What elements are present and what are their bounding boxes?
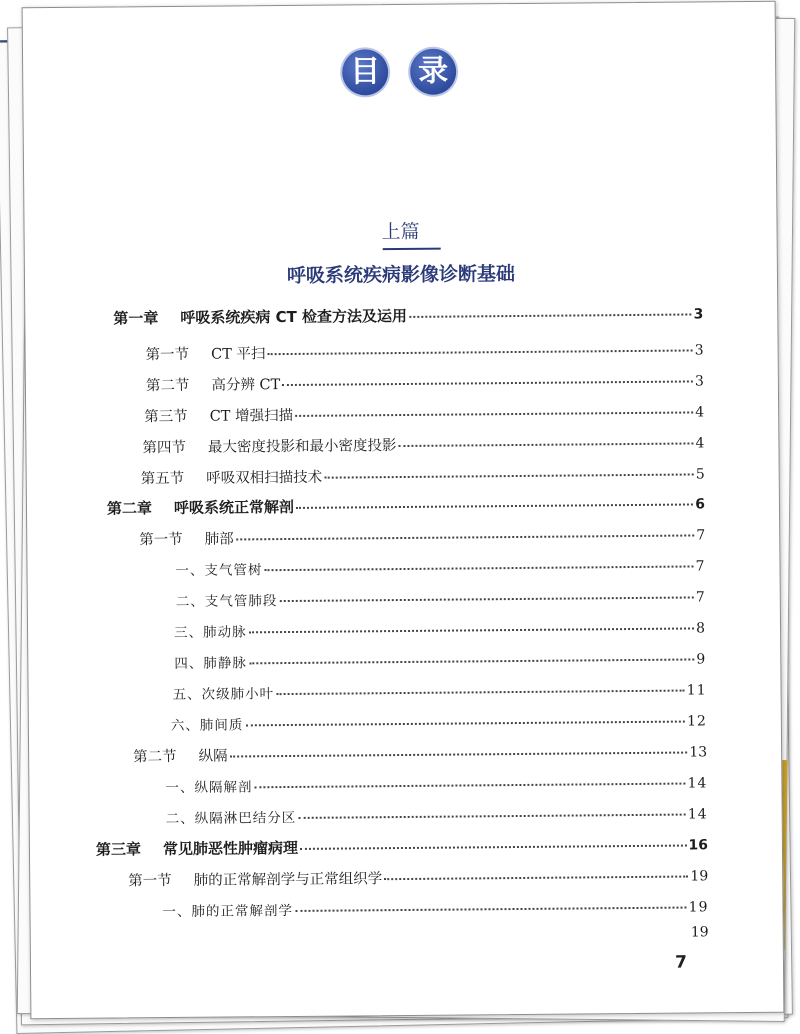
leader-dots	[324, 473, 694, 478]
toc-entry-number: 第三章	[95, 840, 142, 859]
toc-entry-title: 二、纵隔淋巴结分区	[165, 809, 297, 828]
leader-dots	[254, 783, 685, 789]
toc-section[interactable]	[146, 338, 704, 364]
toc-entry-title: 最大密度投影和最小密度投影	[207, 438, 397, 456]
toc-entry-title: 呼吸双相扫描技术	[206, 469, 323, 487]
toc-section[interactable]	[128, 864, 708, 890]
toc-entry-page: 8	[696, 620, 707, 637]
toc-entry-title: 一、纵隔解剖	[165, 779, 253, 797]
leader-dots	[409, 313, 692, 317]
leader-dots	[265, 565, 694, 571]
toc-section[interactable]	[141, 462, 705, 488]
toc-section[interactable]	[146, 369, 704, 395]
toc-entry-title: CT 增强扫描	[209, 407, 294, 425]
toc-entry-page: 16	[688, 837, 709, 854]
toc-entry-number: 第二章	[106, 499, 153, 518]
toc-chapter[interactable]	[96, 833, 708, 859]
leader-dots	[296, 503, 693, 508]
leader-dots	[268, 349, 693, 355]
toc-subsection[interactable]	[173, 678, 707, 703]
toc-chapter[interactable]	[107, 492, 705, 518]
toc-entry-number: 第四节	[142, 439, 187, 457]
toc-page	[22, 1, 785, 1020]
toc-subsection[interactable]	[174, 616, 706, 641]
toc-subsection[interactable]	[176, 585, 706, 610]
toc-entry-title: 呼吸系统正常解剖	[173, 497, 295, 517]
toc-entry-title: 高分辨 CT	[211, 377, 281, 394]
heading-char-disc: 目	[342, 49, 388, 95]
toc-entry-title: 纵隔	[198, 748, 228, 765]
toc-subsection[interactable]	[165, 771, 707, 796]
toc-entry-page: 19	[688, 899, 709, 916]
toc-subsection[interactable]	[162, 895, 708, 920]
toc-entry-title: 一、肺的正常解剖学	[162, 902, 294, 921]
leader-dots	[298, 814, 686, 819]
toc-entry-page: 11	[686, 682, 707, 699]
toc-entry-page: 9	[696, 651, 707, 668]
part-title-underline	[383, 248, 441, 251]
heading-char-disc: 录	[410, 49, 456, 95]
page-number: 7	[675, 952, 688, 973]
toc-subsection[interactable]	[174, 647, 706, 672]
toc-entry-page: 3	[694, 342, 704, 359]
leader-dots	[300, 845, 686, 850]
part-subtitle: 呼吸系统疾病影像诊断基础	[286, 263, 516, 288]
toc-section[interactable]	[142, 431, 704, 457]
toc-section[interactable]	[139, 523, 705, 549]
leader-dots	[276, 690, 685, 696]
toc-entry-page: 19	[690, 924, 709, 941]
toc-entry-page: 14	[687, 775, 708, 792]
toc-entry-title: 常见肺恶性肿瘤病理	[162, 838, 299, 859]
part-title: 上篇	[381, 220, 420, 244]
toc-entry-title: 六、肺间质	[170, 717, 244, 735]
leader-dots	[384, 876, 688, 881]
toc-section[interactable]	[144, 400, 704, 426]
toc-entry-page: 7	[696, 527, 706, 544]
toc-entry-page: 7	[695, 589, 706, 606]
toc-entry-number: 第五节	[140, 470, 185, 488]
toc-entry-title: 二、支气管肺段	[175, 593, 278, 610]
toc-entry-title: CT 平扫	[211, 346, 266, 363]
toc-entry-page: 6	[695, 496, 706, 513]
toc-entry-number: 第一节	[139, 531, 183, 549]
toc-entry-page: 5	[695, 466, 705, 483]
toc-subsection[interactable]	[166, 802, 708, 827]
toc-entry-title: 肺部	[204, 531, 234, 548]
leader-dots	[295, 411, 693, 416]
toc-entry-title: 三、肺动脉	[173, 624, 247, 642]
leader-dots	[398, 442, 693, 447]
toc-entry-number: 第二节	[133, 748, 177, 766]
toc-chapter[interactable]	[113, 302, 703, 328]
toc-entry-page: 3	[694, 373, 704, 390]
leader-dots	[295, 907, 687, 912]
toc-entry-title: 呼吸系统疾病 CT 检查方法及运用	[180, 306, 408, 327]
toc-entry-number: 第一节	[128, 873, 172, 890]
toc-entry-page: 13	[689, 744, 708, 761]
toc-list	[25, 302, 777, 941]
toc-entry-page: 7	[695, 558, 706, 575]
toc-subsection[interactable]	[175, 554, 705, 579]
toc-section[interactable]	[133, 740, 707, 766]
toc-entry-title: 五、次级肺小叶	[172, 686, 275, 704]
leader-dots	[249, 627, 695, 633]
leader-dots	[236, 534, 695, 540]
toc-entry-number: 第三节	[144, 408, 188, 426]
toc-entry-title: 一、支气管树	[175, 562, 263, 579]
toc-entry-title: 肺的正常解剖学与正常组织学	[193, 871, 383, 889]
toc-entry-number: 第二节	[145, 377, 190, 395]
toc-entry-page: 19	[690, 868, 709, 885]
toc-entry-number: 第一章	[113, 309, 159, 328]
leader-dots	[230, 752, 688, 758]
leader-dots	[282, 380, 693, 386]
toc-entry-page: 4	[695, 435, 705, 452]
toc-entry-page: 4	[695, 404, 705, 421]
toc-entry-page: 12	[686, 713, 707, 730]
leader-dots	[249, 658, 695, 664]
toc-entry-title: 四、肺静脉	[174, 655, 247, 673]
toc-heading	[23, 46, 775, 99]
toc-trailing-page	[643, 924, 709, 941]
toc-entry-number: 第一节	[145, 346, 190, 364]
leader-dots	[279, 596, 694, 602]
toc-entry-page: 14	[687, 806, 708, 823]
leader-dots	[245, 721, 685, 727]
toc-subsection[interactable]	[171, 709, 707, 734]
toc-entry-page: 3	[693, 306, 704, 323]
